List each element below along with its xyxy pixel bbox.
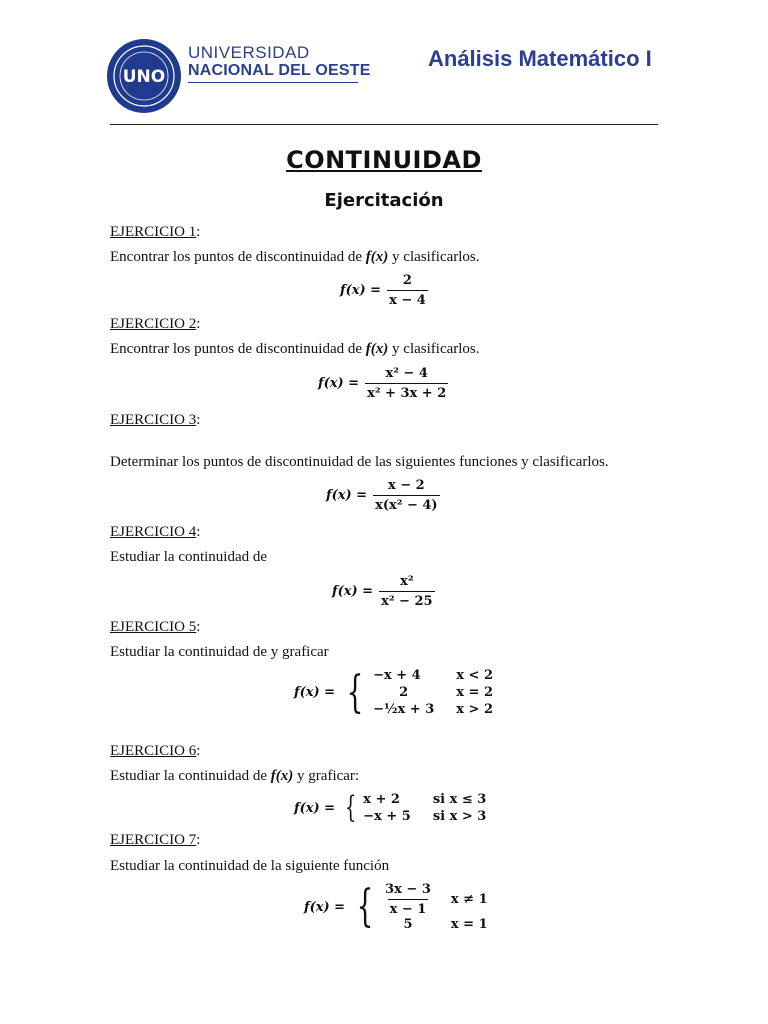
left-brace: { xyxy=(356,881,374,932)
logo-text: UNO xyxy=(122,67,166,87)
exercise-1-formula: f(x) = $\frac{2}{x - 4}$ xyxy=(340,273,426,308)
piecewise-cases: $\frac{3x - 3}{x - 1}$ x ≠ 1 5 x = 1 xyxy=(385,882,488,932)
exercise-4-formula: f(x) = $\frac{\text{x²}}{\text{x² − 25}}$ xyxy=(332,574,433,609)
university-line1: UNIVERSIDAD xyxy=(188,43,310,62)
course-title: Análisis Matemático I xyxy=(428,46,652,71)
exercise-5-formula: f(x) = { −x + 4 x < 2 2 x = 2 −½x + 3 x > 2 xyxy=(294,666,494,718)
exercise-1-label: EJERCICIO 1: xyxy=(110,224,201,240)
exercise-5-statement: Estudiar la continuidad de y graficar xyxy=(110,644,329,660)
university-line2: NACIONAL DEL OESTE xyxy=(188,62,371,79)
left-brace: { xyxy=(344,790,357,825)
exercise-2-formula: f(x) = $\frac{\text{x² − 4}}{\text{x² + 3x + 2}}$ xyxy=(318,366,447,401)
exercise-6-statement: Estudiar la continuidad de f(x) y graficar: xyxy=(110,768,360,784)
exercise-7-formula: f(x) = { $\frac{3x - 3}{x - 1}$ x ≠ 1 5 x = 1 xyxy=(304,881,488,932)
exercise-3-label: EJERCICIO 3: xyxy=(110,412,201,428)
exercise-4-statement: Estudiar la continuidad de xyxy=(110,549,268,565)
exercise-3-statement: Determinar los puntos de discontinuidad de las siguientes funciones y clasificarlos. xyxy=(110,454,609,470)
exercise-2-statement: Encontrar los puntos de discontinuidad de f(x) y clasificarlos. xyxy=(110,341,480,357)
exercise-7-statement: Estudiar la continuidad de la siguiente función xyxy=(110,858,390,874)
exercise-3-formula: f(x) = $\frac{x - 2}{\text{x(x² − 4)}}$ xyxy=(326,478,438,513)
piecewise-cases: x + 2 si x ≤ 3 −x + 5 si x > 3 xyxy=(363,792,487,824)
exercise-1-statement: Encontrar los puntos de discontinuidad de f(x) y clasificarlos. xyxy=(110,249,480,265)
exercise-4-label: EJERCICIO 4: xyxy=(110,524,201,540)
exercise-7-label: EJERCICIO 7: xyxy=(110,832,201,848)
exercise-2-label: EJERCICIO 2: xyxy=(110,316,201,332)
exercise-6-formula: f(x) = { x + 2 si x ≤ 3 −x + 5 si x > 3 xyxy=(294,790,487,825)
university-logo xyxy=(106,38,182,114)
piecewise-cases: −x + 4 x < 2 2 x = 2 −½x + 3 x > 2 xyxy=(373,668,494,717)
exercise-6-label: EJERCICIO 6: xyxy=(110,743,201,759)
page-subtitle: Ejercitación xyxy=(324,190,444,211)
page-title: CONTINUIDAD xyxy=(286,146,482,174)
exercise-5-label: EJERCICIO 5: xyxy=(110,619,201,635)
left-brace: { xyxy=(346,666,364,718)
university-name xyxy=(188,44,371,79)
header-divider xyxy=(110,124,658,125)
university-rule xyxy=(188,82,358,83)
